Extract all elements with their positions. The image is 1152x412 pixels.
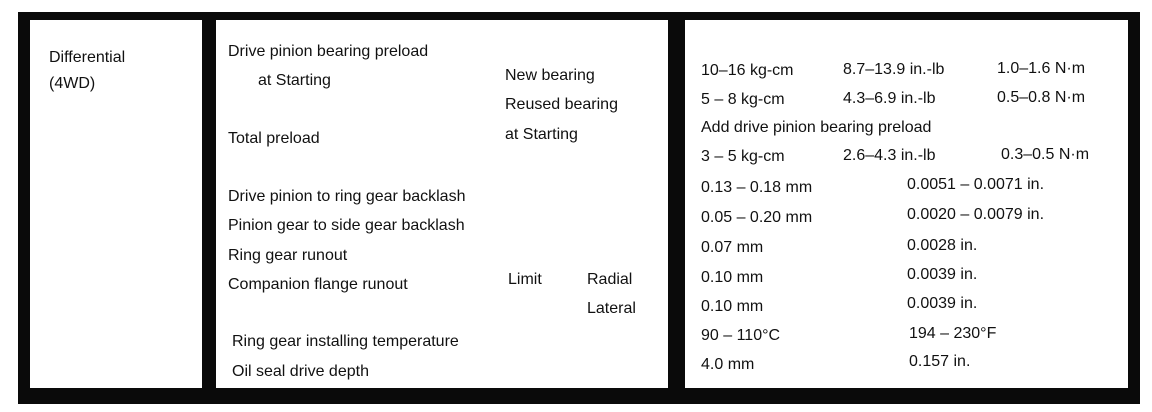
- category-title: Differential: [49, 49, 126, 66]
- spec-backlash1-in: 0.0051 – 0.0071 in.: [907, 176, 1045, 193]
- spec-new-nm: 1.0–1.6 N·m: [997, 60, 1086, 77]
- spec-backlash1-mm: 0.13 – 0.18 mm: [701, 179, 813, 196]
- spec-radial-mm: 0.10 mm: [701, 269, 764, 286]
- spec-temp-c: 90 – 110°C: [701, 327, 781, 344]
- item-reused-bearing: Reused bearing: [505, 96, 618, 113]
- spec-lateral-mm: 0.10 mm: [701, 298, 764, 315]
- bottom-divider: [50, 388, 120, 390]
- item-limit: Limit: [508, 271, 542, 288]
- item-drive-pinion-preload: Drive pinion bearing preload: [228, 43, 429, 60]
- item-pinion-side-backlash: Pinion gear to side gear backlash: [228, 217, 465, 234]
- spec-depth-in: 0.157 in.: [909, 353, 971, 370]
- spec-ring-runout-mm: 0.07 mm: [701, 239, 764, 256]
- spec-lateral-in: 0.0039 in.: [907, 295, 978, 312]
- spec-ring-runout-in: 0.0028 in.: [907, 237, 978, 254]
- spec-reused-inlb: 4.3–6.9 in.-lb: [843, 90, 936, 107]
- item-ring-gear-temp: Ring gear installing temperature: [232, 333, 459, 350]
- spec-total-kgcm: 3 – 5 kg-cm: [701, 148, 785, 165]
- spec-reused-nm: 0.5–0.8 N·m: [997, 89, 1086, 106]
- item-lateral: Lateral: [587, 300, 636, 317]
- spec-temp-f: 194 – 230°F: [909, 325, 997, 342]
- item-radial: Radial: [587, 271, 633, 288]
- spec-reused-kgcm: 5 – 8 kg-cm: [701, 91, 785, 108]
- item-total-at-starting: at Starting: [505, 126, 578, 143]
- item-ring-gear-runout: Ring gear runout: [228, 247, 348, 264]
- spec-column: [685, 20, 1128, 388]
- spec-total-nm: 0.3–0.5 N·m: [1001, 146, 1090, 163]
- category-column: [30, 20, 202, 388]
- spec-radial-in: 0.0039 in.: [907, 266, 978, 283]
- item-column: [216, 20, 668, 388]
- category-subtitle: (4WD): [49, 75, 96, 92]
- spec-new-kgcm: 10–16 kg-cm: [701, 62, 794, 79]
- spec-new-inlb: 8.7–13.9 in.-lb: [843, 61, 945, 78]
- spec-total-inlb: 2.6–4.3 in.-lb: [843, 147, 936, 164]
- spec-add-preload: Add drive pinion bearing preload: [701, 119, 932, 136]
- item-pinion-ring-backlash: Drive pinion to ring gear backlash: [228, 188, 466, 205]
- item-total-preload: Total preload: [228, 130, 320, 147]
- spec-backlash2-in: 0.0020 – 0.0079 in.: [907, 206, 1045, 223]
- spec-depth-mm: 4.0 mm: [701, 356, 755, 373]
- item-at-starting: at Starting: [258, 72, 331, 89]
- item-companion-flange-runout: Companion flange runout: [228, 276, 408, 293]
- spec-table: [18, 12, 1140, 404]
- item-new-bearing: New bearing: [505, 67, 595, 84]
- spec-backlash2-mm: 0.05 – 0.20 mm: [701, 209, 813, 226]
- item-oil-seal-depth: Oil seal drive depth: [232, 363, 369, 380]
